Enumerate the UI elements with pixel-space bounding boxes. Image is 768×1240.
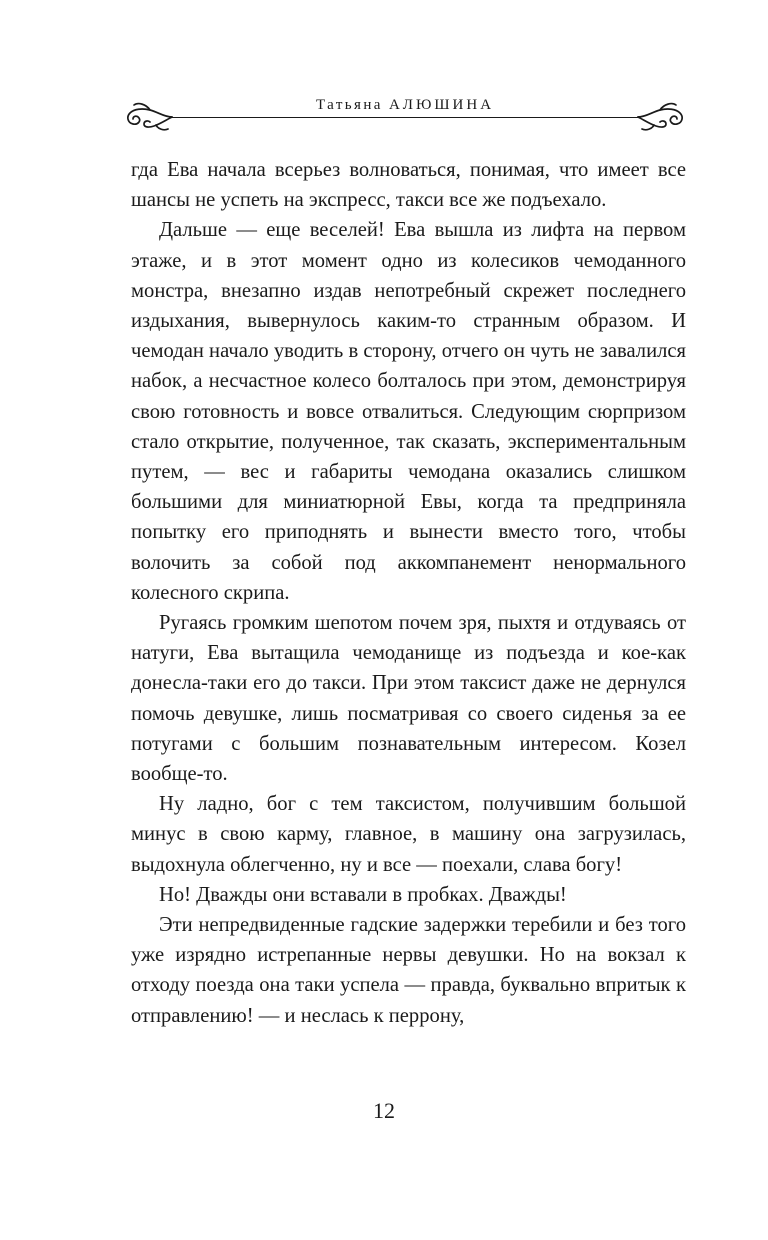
- paragraph: Ругаясь громким шепотом почем зря, пыхтя и отдуваясь от натуги, Ева вытащила чемоданище из подъезда и кое-как донесла-таки его до такси. При этом таксист даже не дернулся помочь девушке, лишь посматривая со своего сиденья за ее потугами с большим познавательным интересом. Козел вообще-то.: [131, 612, 686, 786]
- paragraph: Эти непредвиденные гадские задержки теребили и без того уже изрядно истрепанные нервы девушки. Но на вокзал к отходу поезда она таки успела — правда, буквально впритык к отправлению! — и неслась к перрону,: [131, 914, 686, 1027]
- author-first-name: Татьяна: [315, 97, 383, 113]
- header-author: [120, 96, 690, 114]
- paragraph: Дальше — еще веселей! Ева вышла из лифта на первом этаже, и в этот момент одно из колесиков чемоданного монстра, внезапно издав непотребный скрежет последнего издыхания, вывернулось каким-то странным образом. И чемодан начало уводить в сторону, отчего он чуть не завалился набок, а несчастное колесо болталось при этом, демонстрируя свою готовность и вовсе отвалиться. Следующим сюрпризом стало открытие, полученное, так сказать, экспериментальным путем, — вес и габариты чемодана оказались слишком большими для миниатюрной Евы, когда та предприняла попытку его приподнять и вынести вместо того, чтобы волочить за собой под аккомпанемент ненормального колесного скрипа.: [131, 219, 686, 604]
- body-text: [131, 155, 686, 1031]
- running-header: [120, 92, 690, 136]
- page-number: 12: [373, 1098, 395, 1123]
- paragraph: Но! Дважды они вставали в пробках. Дважды!: [159, 883, 567, 906]
- paragraph: гда Ева начала всерьез волноваться, понимая, что имеет все шансы не успеть на экспресс, такси все же подъехало.: [131, 159, 686, 212]
- author-last-name: АЛЮШИНА: [388, 97, 495, 113]
- right-flourish-ornament-icon: [626, 98, 690, 134]
- header-rule: [172, 117, 638, 118]
- paragraph: Ну ладно, бог с тем таксистом, получившим большой минус в свою карму, главное, в машину она загрузилась, выдохнула облегченно, ну и все — поехали, слава богу!: [131, 793, 686, 876]
